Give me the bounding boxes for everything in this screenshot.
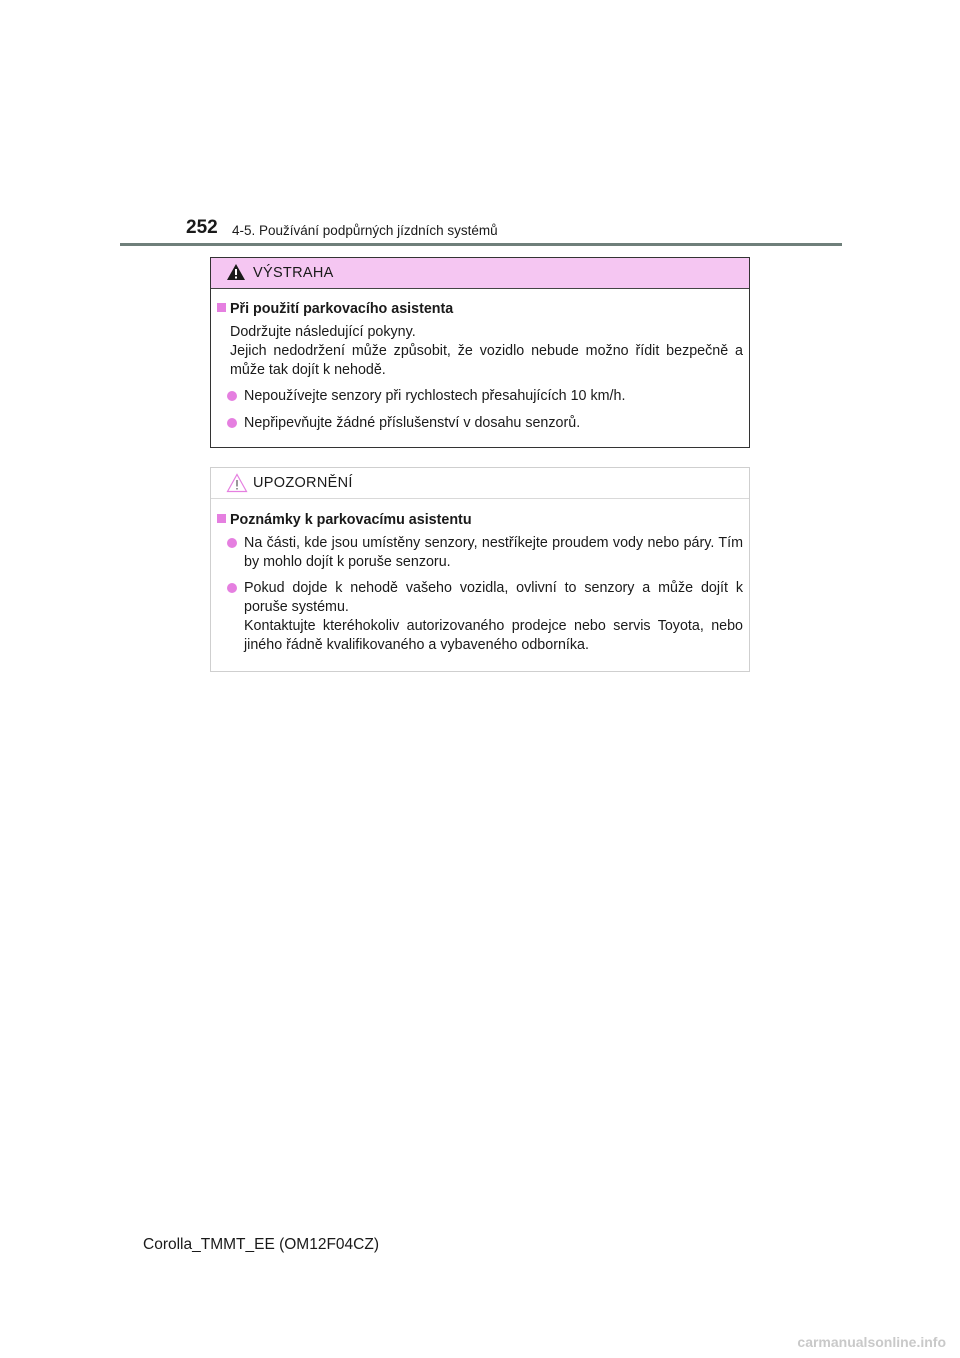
circle-bullet-icon	[227, 583, 237, 593]
footer-manual-id: Corolla_TMMT_EE (OM12F04CZ)	[143, 1236, 379, 1253]
caution-subhead	[217, 511, 472, 530]
warning-bullet-text: Nepřipevňujte žádné příslušenství v dosahu senzorů.	[244, 415, 581, 431]
warning-paragraph-1: Dodržujte následující pokyny.	[230, 324, 416, 340]
caution-paragraph-contact: Kontaktujte kteréhokoliv autorizovaného prodejce nebo servis Toyota, nebo jiného řádně kvalifikovaného a vybaveného odborníka.	[244, 618, 743, 653]
page-number: 252	[186, 217, 218, 238]
circle-bullet-icon	[227, 391, 237, 401]
square-bullet-icon	[217, 514, 226, 523]
warning-subhead	[217, 300, 453, 319]
warning-header	[211, 258, 749, 289]
warning-subhead-text: Při použití parkovacího asistenta	[230, 301, 454, 317]
caution-label: UPOZORNĚNÍ	[253, 475, 353, 491]
caution-box	[210, 467, 750, 672]
warning-bullet-text: Nepoužívejte senzory při rychlostech přesahujících 10 km/h.	[244, 388, 626, 404]
circle-bullet-icon	[227, 538, 237, 548]
caution-triangle-icon	[226, 473, 248, 493]
header-divider	[120, 243, 842, 246]
caution-bullet-text: Na části, kde jsou umístěny senzory, nestříkejte proudem vody nebo páry. Tím by mohlo dojít k poruše senzoru.	[244, 535, 743, 570]
caution-subhead-text: Poznámky k parkovacímu asistentu	[230, 512, 472, 528]
square-bullet-icon	[217, 303, 226, 312]
warning-triangle-icon	[226, 263, 246, 281]
warning-box	[210, 257, 750, 448]
circle-bullet-icon	[227, 418, 237, 428]
caution-bullet-text: Pokud dojde k nehodě vašeho vozidla, ovlivní to senzory a může dojít k poruše systému.	[244, 580, 743, 615]
warning-label: VÝSTRAHA	[253, 265, 334, 281]
warning-paragraph-2: Jejich nedodržení může způsobit, že vozidlo nebude možno řídit bezpečně a může tak dojít k nehodě.	[230, 343, 743, 378]
section-title: 4-5. Používání podpůrných jízdních systémů	[232, 223, 498, 238]
caution-header	[211, 468, 749, 499]
watermark: carmanualsonline.info	[797, 1334, 946, 1350]
